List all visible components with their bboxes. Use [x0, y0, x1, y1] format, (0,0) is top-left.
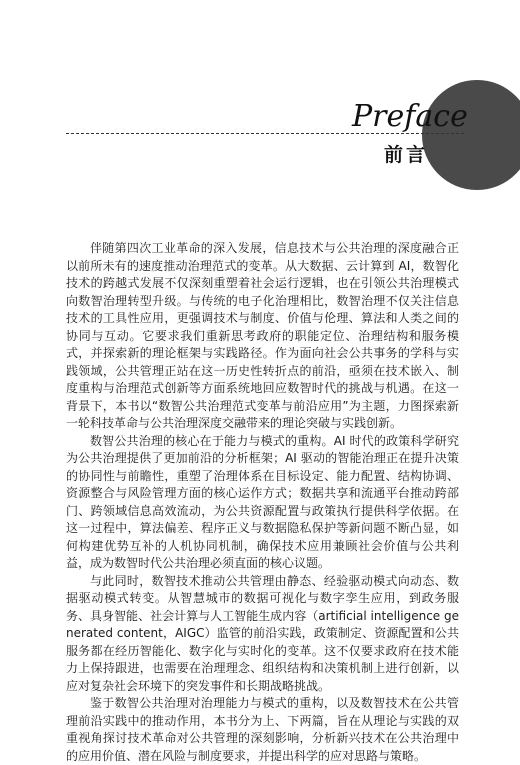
paragraph-3: 与此同时，数智技术推动公共管理由静态、经验驱动模式向动态、数据驱动模式转变。从智慧城市的数据可视化与数字孪生应用，到政务服务、具身智能、社会计算与人工智能生成内容（artificial intelligence generated content，AIGC）监管的前沿实践，政策制定、资源配置和公共服务都在经历智能化、数字化与实时化的变革。这不仅要求政府在技术能力上保持跟进，也需要在治理理念、组织结构和决策机制上进行创新，以应对复杂社会环境下的突发事件和长期战略挑战。	[66, 573, 459, 693]
header-dashed-rule	[66, 133, 464, 134]
paragraph-2: 数智公共治理的核心在于能力与模式的重构。AI 时代的政策科学研究为公共治理提供了更加前沿的分析框架；AI 驱动的智能治理正在提升决策的协同性与前瞻性，重塑了治理体系在目标设定、能力配置、结构协调、资源整合与风险管理方面的核心运作方式；数据共享和流通平台推动跨部门、跨领域信息高效流动，为公共资源配置与政策执行提供科学依据。在这一过程中，算法偏差、程序正义与数据隐私保护等新问题不断凸显，如何构建优势互补的人机协同机制，确保技术应用兼顾社会价值与公共利益，成为数智时代公共治理必须直面的核心议题。	[66, 433, 459, 570]
preface-chinese-title: 前言	[384, 144, 429, 166]
header-decorative-circle	[422, 80, 520, 190]
preface-body	[66, 240, 459, 765]
paragraph-4: 鉴于数智公共治理对治理能力与模式的重构，以及数智技术在公共管理前沿实践中的推动作用，本书分为上、下两篇，旨在从理论与实践的双重视角探讨技术革命对公共管理的深刻影响，分析新兴技术在公共治理中的应用价值、潜在风险与制度要求，并提出科学的应对思路与策略。	[66, 696, 459, 763]
paragraph-1: 伴随第四次工业革命的深入发展，信息技术与公共治理的深度融合正以前所未有的速度推动治理范式的变革。从大数据、云计算到 AI，数智化技术的跨越式发展不仅深刻重塑着社会运行逻辑，也在引领公共治理模式向数智治理转型升级。与传统的电子化治理相比，数智治理不仅关注信息技术的工具性应用，更强调技术与制度、价值与伦理、算法和人类之间的协同与互动。它要求我们重新思考政府的职能定位、治理结构和服务模式，并探索新的理论框架与实践路径。作为面向社会公共事务的学科与实践领域，公共管理正站在这一历史性转折点的前沿，亟须在技术嵌入、制度重构与治理范式创新等方面系统地回应数智时代的挑战与机遇。在这一背景下，本书以“数智公共治理范式变革与前沿应用”为主题，力图探索新一轮科技革命与公共治理深度交融带来的理论突破与实践创新。	[66, 241, 459, 430]
preface-english-title: Preface	[352, 99, 468, 134]
